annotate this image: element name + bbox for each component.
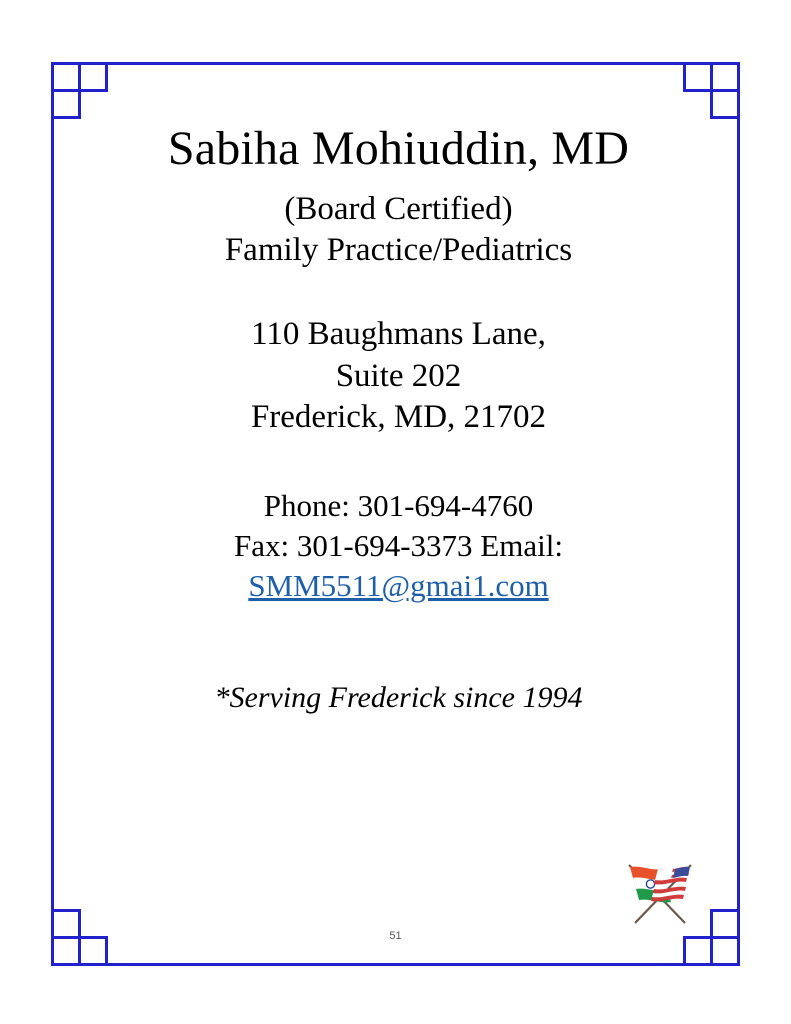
email-link[interactable]: SMM5511@gmai1.com bbox=[248, 568, 549, 604]
fax-and-email-label-line: Fax: 301-694-3373 Email: bbox=[234, 528, 563, 564]
email-line bbox=[54, 566, 743, 606]
contact-block bbox=[54, 486, 743, 607]
page-number: 51 bbox=[389, 930, 402, 942]
crossed-flags-svg bbox=[617, 861, 703, 927]
address-city-state-zip-line: Frederick, MD, 21702 bbox=[250, 399, 547, 436]
address-block bbox=[54, 314, 743, 439]
phone-line: Phone: 301-694-4760 bbox=[263, 487, 534, 523]
practice-title: Sabiha Mohiuddin, MD bbox=[167, 122, 630, 175]
decorative-page-border bbox=[51, 62, 740, 966]
serving-since-tagline: *Serving Frederick since 1994 bbox=[214, 680, 583, 714]
address-street-line: 110 Baughmans Lane, bbox=[251, 315, 546, 352]
credentials-block bbox=[54, 189, 743, 272]
specialty-line: Family Practice/Pediatrics bbox=[224, 232, 573, 269]
business-card-content bbox=[54, 65, 743, 716]
board-certification-line: (Board Certified) bbox=[284, 190, 513, 227]
address-suite-line: Suite 202 bbox=[335, 357, 462, 394]
crossed-flags-graphic bbox=[617, 861, 703, 927]
